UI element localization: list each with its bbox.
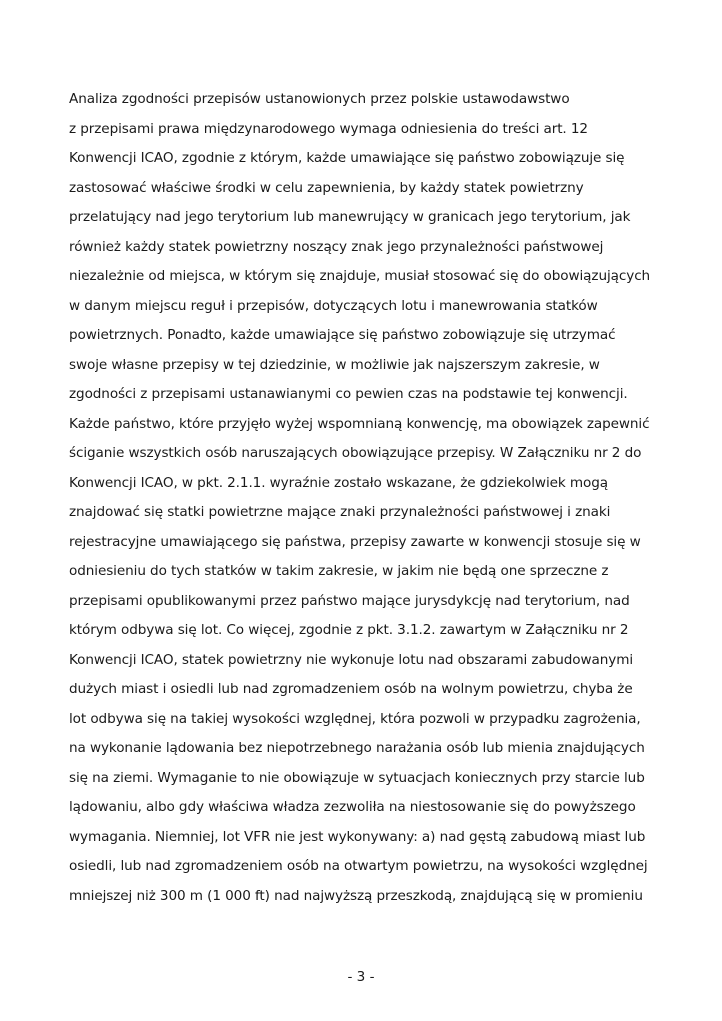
text-line: przepisami opublikowanymi przez państwo mające jurysdykcję nad terytorium, nad	[69, 592, 630, 609]
text-line: Konwencji ICAO, w pkt. 2.1.1. wyraźnie zostało wskazane, że gdziekolwiek mogą	[69, 474, 609, 491]
text-line: zgodności z przepisami ustanawianymi co pewien czas na podstawie tej konwencji.	[69, 386, 628, 402]
text-line: wymagania. Niemniej, lot VFR nie jest wykonywany: a) nad gęstą zabudową miast lub	[69, 828, 646, 845]
body-paragraph	[69, 85, 669, 911]
text-line: Analiza zgodności przepisów ustanowionych przez polskie ustawodawstwo	[69, 91, 570, 107]
text-line: również każdy statek powietrzny noszący znak jego przynależności państwowej	[69, 238, 604, 255]
text-line: Konwencji ICAO, zgodnie z którym, każde umawiające się państwo zobowiązuje się	[69, 150, 625, 166]
text-line: znajdować się statki powietrzne mające znaki przynależności państwowej i znaki	[69, 504, 611, 520]
text-line: powietrznych. Ponadto, każde umawiające się państwo zobowiązuje się utrzymać	[69, 327, 616, 343]
text-line: lot odbywa się na takiej wysokości względnej, która pozwoli w przypadku zagrożenia,	[69, 710, 641, 727]
text-line: dużych miast i osiedli lub nad zgromadzeniem osób na wolnym powietrzu, chyba że	[69, 681, 633, 697]
text-line: rejestracyjne umawiającego się państwa, przepisy zawarte w konwencji stosuje się w	[69, 533, 641, 550]
text-line: Każde państwo, które przyjęło wyżej wspomnianą konwencję, ma obowiązek zapewnić	[69, 415, 650, 432]
text-line: osiedli, lub nad zgromadzeniem osób na otwartym powietrzu, na wysokości względnej	[69, 858, 648, 874]
text-line: się na ziemi. Wymaganie to nie obowiązuje w sytuacjach koniecznych przy starcie lub	[69, 769, 645, 786]
text-line: na wykonanie lądowania bez niepotrzebnego narażania osób lub mienia znajdujących	[69, 740, 645, 756]
text-line: odniesieniu do tych statków w takim zakresie, w jakim nie będą one sprzeczne z	[69, 563, 609, 579]
text-line: zastosować właściwe środki w celu zapewnienia, by każdy statek powietrzny	[69, 179, 584, 196]
text-line: którym odbywa się lot. Co więcej, zgodnie z pkt. 3.1.2. zawartym w Załączniku nr 2	[69, 622, 629, 638]
text-line: swoje własne przepisy w tej dziedzinie, w możliwie jak najszerszym zakresie, w	[69, 356, 600, 373]
text-line: lądowaniu, albo gdy właściwa władza zezwoliła na niestosowanie się do powyższego	[69, 799, 636, 815]
text-line: w danym miejscu reguł i przepisów, dotyczących lotu i manewrowania statków	[69, 297, 598, 314]
text-line: Konwencji ICAO, statek powietrzny nie wykonuje lotu nad obszarami zabudowanymi	[69, 651, 634, 668]
text-line: ściganie wszystkich osób naruszających obowiązujące przepisy. W Załączniku nr 2 do	[69, 445, 642, 461]
text-line: przelatujący nad jego terytorium lub manewrujący w granicach jego terytorium, jak	[69, 209, 631, 225]
text-line: mniejszej niż 300 m (1 000 ft) nad najwyższą przeszkodą, znajdującą się w promieniu	[69, 887, 643, 904]
text-line: z przepisami prawa międzynarodowego wymaga odniesienia do treści art. 12	[69, 120, 588, 137]
page-number: - 3 -	[347, 969, 375, 985]
text-line: niezależnie od miejsca, w którym się znajduje, musiał stosować się do obowiązujących	[69, 268, 651, 284]
